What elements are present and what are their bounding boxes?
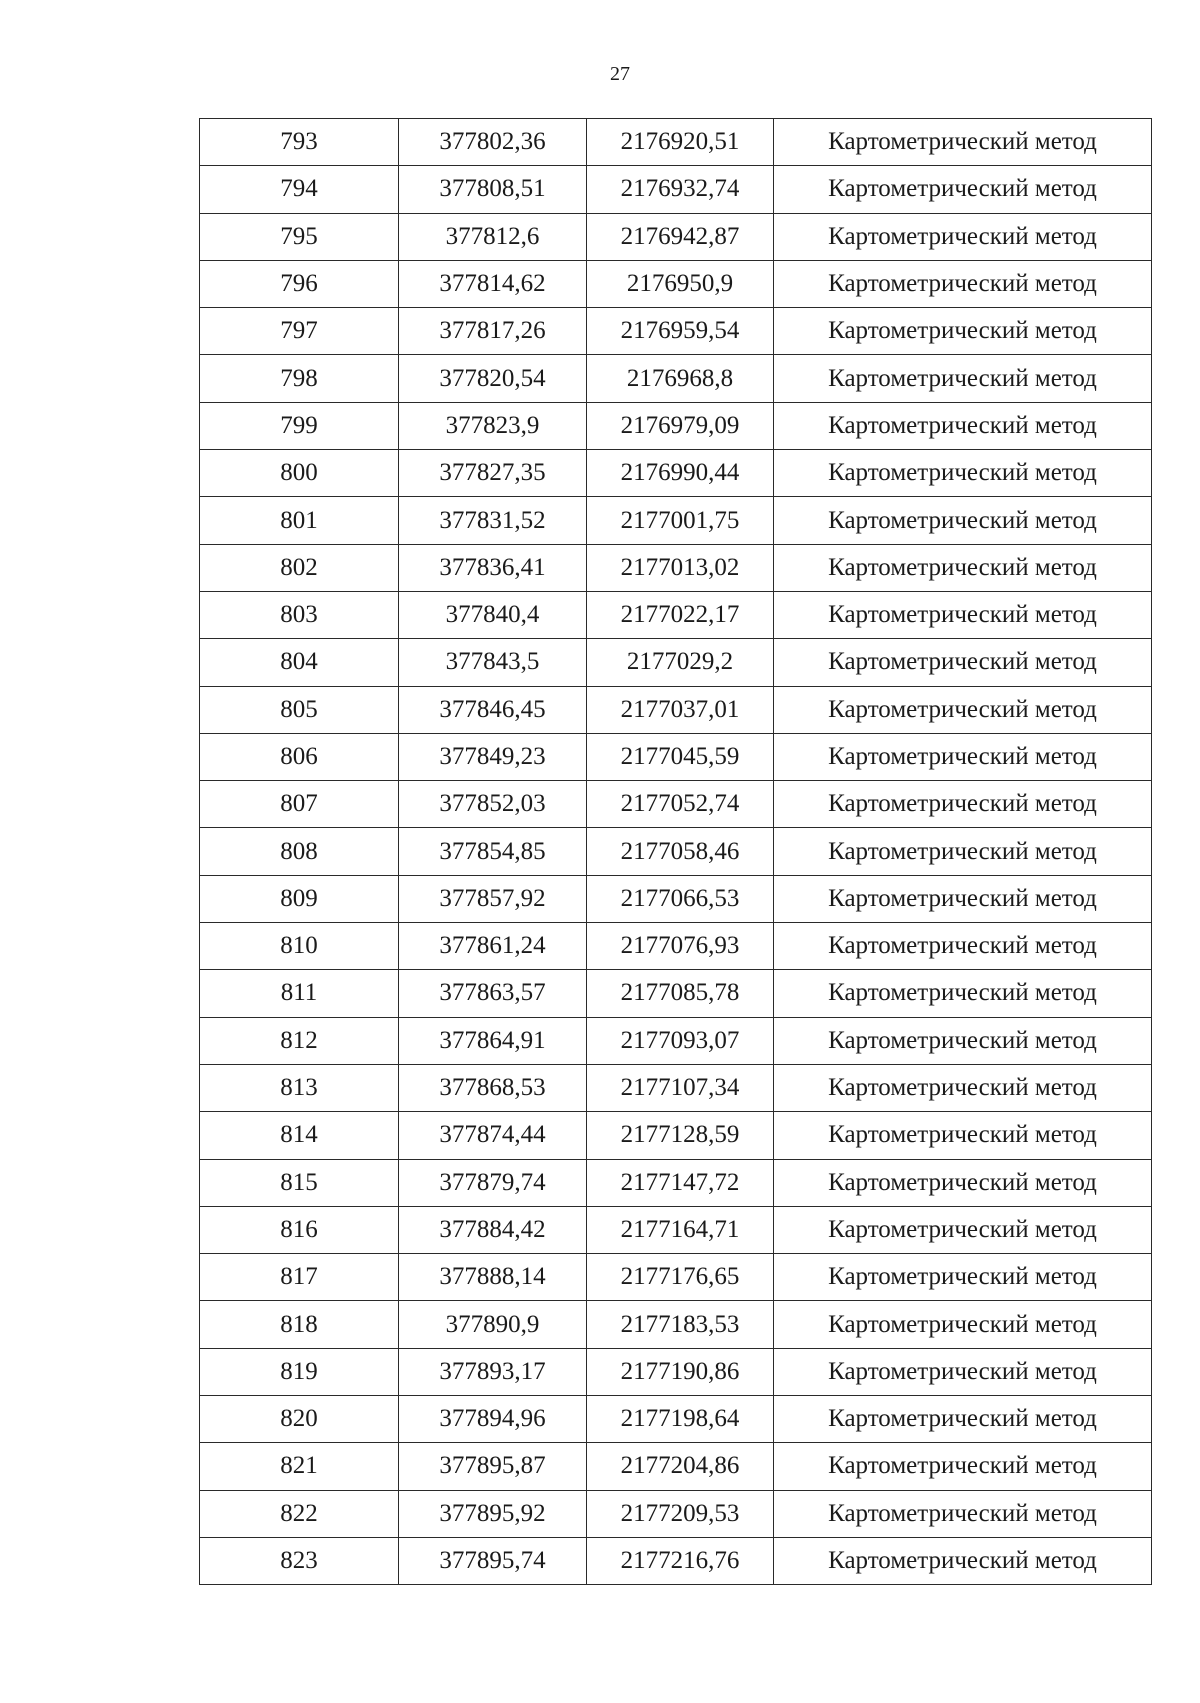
y-coordinate-cell: 2177198,64 (587, 1396, 774, 1443)
x-coordinate-cell: 377846,45 (399, 686, 587, 733)
x-coordinate-cell: 377840,4 (399, 591, 587, 638)
y-coordinate-cell: 2177209,53 (587, 1490, 774, 1537)
point-number-cell: 809 (200, 875, 399, 922)
y-coordinate-cell: 2177216,76 (587, 1537, 774, 1584)
point-number-cell: 808 (200, 828, 399, 875)
point-number-cell: 796 (200, 260, 399, 307)
method-cell: Картометрический метод (774, 1159, 1152, 1206)
y-coordinate-cell: 2177022,17 (587, 591, 774, 638)
method-cell: Картометрический метод (774, 1396, 1152, 1443)
point-number-cell: 799 (200, 402, 399, 449)
table-row (200, 828, 1152, 875)
x-coordinate-cell: 377888,14 (399, 1254, 587, 1301)
x-coordinate-cell: 377849,23 (399, 733, 587, 780)
method-cell: Картометрический метод (774, 1064, 1152, 1111)
table-row (200, 639, 1152, 686)
y-coordinate-cell: 2177093,07 (587, 1017, 774, 1064)
x-coordinate-cell: 377864,91 (399, 1017, 587, 1064)
method-cell: Картометрический метод (774, 1112, 1152, 1159)
x-coordinate-cell: 377874,44 (399, 1112, 587, 1159)
method-cell: Картометрический метод (774, 308, 1152, 355)
method-cell: Картометрический метод (774, 1537, 1152, 1584)
y-coordinate-cell: 2177176,65 (587, 1254, 774, 1301)
table-row (200, 213, 1152, 260)
table-row (200, 923, 1152, 970)
y-coordinate-cell: 2177128,59 (587, 1112, 774, 1159)
method-cell: Картометрический метод (774, 213, 1152, 260)
x-coordinate-cell: 377843,5 (399, 639, 587, 686)
coordinates-table-body (200, 119, 1152, 1585)
table-row (200, 308, 1152, 355)
method-cell: Картометрический метод (774, 1206, 1152, 1253)
point-number-cell: 806 (200, 733, 399, 780)
x-coordinate-cell: 377863,57 (399, 970, 587, 1017)
table-row (200, 1301, 1152, 1348)
method-cell: Картометрический метод (774, 875, 1152, 922)
y-coordinate-cell: 2177147,72 (587, 1159, 774, 1206)
point-number-cell: 803 (200, 591, 399, 638)
table-row (200, 1112, 1152, 1159)
x-coordinate-cell: 377895,74 (399, 1537, 587, 1584)
table-row (200, 970, 1152, 1017)
table-row (200, 1064, 1152, 1111)
point-number-cell: 794 (200, 166, 399, 213)
y-coordinate-cell: 2177001,75 (587, 497, 774, 544)
x-coordinate-cell: 377831,52 (399, 497, 587, 544)
method-cell: Картометрический метод (774, 686, 1152, 733)
y-coordinate-cell: 2176920,51 (587, 119, 774, 166)
point-number-cell: 793 (200, 119, 399, 166)
point-number-cell: 798 (200, 355, 399, 402)
x-coordinate-cell: 377893,17 (399, 1348, 587, 1395)
method-cell: Картометрический метод (774, 402, 1152, 449)
table-row (200, 450, 1152, 497)
table-row (200, 1490, 1152, 1537)
coordinates-table-container (199, 118, 1152, 1585)
y-coordinate-cell: 2177045,59 (587, 733, 774, 780)
table-row (200, 1159, 1152, 1206)
y-coordinate-cell: 2177085,78 (587, 970, 774, 1017)
table-row (200, 355, 1152, 402)
point-number-cell: 817 (200, 1254, 399, 1301)
y-coordinate-cell: 2177066,53 (587, 875, 774, 922)
table-row (200, 1254, 1152, 1301)
table-row (200, 591, 1152, 638)
point-number-cell: 818 (200, 1301, 399, 1348)
x-coordinate-cell: 377895,87 (399, 1443, 587, 1490)
method-cell: Картометрический метод (774, 544, 1152, 591)
point-number-cell: 814 (200, 1112, 399, 1159)
method-cell: Картометрический метод (774, 450, 1152, 497)
x-coordinate-cell: 377808,51 (399, 166, 587, 213)
point-number-cell: 822 (200, 1490, 399, 1537)
x-coordinate-cell: 377895,92 (399, 1490, 587, 1537)
table-row (200, 1443, 1152, 1490)
x-coordinate-cell: 377836,41 (399, 544, 587, 591)
table-row (200, 1206, 1152, 1253)
table-row (200, 166, 1152, 213)
y-coordinate-cell: 2176959,54 (587, 308, 774, 355)
y-coordinate-cell: 2176932,74 (587, 166, 774, 213)
method-cell: Картометрический метод (774, 1443, 1152, 1490)
x-coordinate-cell: 377817,26 (399, 308, 587, 355)
method-cell: Картометрический метод (774, 260, 1152, 307)
point-number-cell: 797 (200, 308, 399, 355)
y-coordinate-cell: 2177190,86 (587, 1348, 774, 1395)
method-cell: Картометрический метод (774, 591, 1152, 638)
point-number-cell: 813 (200, 1064, 399, 1111)
x-coordinate-cell: 377823,9 (399, 402, 587, 449)
x-coordinate-cell: 377802,36 (399, 119, 587, 166)
y-coordinate-cell: 2177076,93 (587, 923, 774, 970)
y-coordinate-cell: 2176990,44 (587, 450, 774, 497)
point-number-cell: 804 (200, 639, 399, 686)
y-coordinate-cell: 2177183,53 (587, 1301, 774, 1348)
method-cell: Картометрический метод (774, 1254, 1152, 1301)
point-number-cell: 802 (200, 544, 399, 591)
table-row (200, 402, 1152, 449)
method-cell: Картометрический метод (774, 355, 1152, 402)
point-number-cell: 815 (200, 1159, 399, 1206)
method-cell: Картометрический метод (774, 166, 1152, 213)
x-coordinate-cell: 377852,03 (399, 781, 587, 828)
y-coordinate-cell: 2177204,86 (587, 1443, 774, 1490)
x-coordinate-cell: 377812,6 (399, 213, 587, 260)
method-cell: Картометрический метод (774, 733, 1152, 780)
table-row (200, 686, 1152, 733)
point-number-cell: 807 (200, 781, 399, 828)
point-number-cell: 816 (200, 1206, 399, 1253)
table-row (200, 1396, 1152, 1443)
y-coordinate-cell: 2177037,01 (587, 686, 774, 733)
x-coordinate-cell: 377827,35 (399, 450, 587, 497)
method-cell: Картометрический метод (774, 119, 1152, 166)
table-row (200, 1348, 1152, 1395)
point-number-cell: 805 (200, 686, 399, 733)
y-coordinate-cell: 2176979,09 (587, 402, 774, 449)
table-row (200, 497, 1152, 544)
point-number-cell: 811 (200, 970, 399, 1017)
point-number-cell: 823 (200, 1537, 399, 1584)
x-coordinate-cell: 377879,74 (399, 1159, 587, 1206)
table-row (200, 875, 1152, 922)
point-number-cell: 800 (200, 450, 399, 497)
method-cell: Картометрический метод (774, 970, 1152, 1017)
y-coordinate-cell: 2177029,2 (587, 639, 774, 686)
y-coordinate-cell: 2177164,71 (587, 1206, 774, 1253)
point-number-cell: 820 (200, 1396, 399, 1443)
table-row (200, 119, 1152, 166)
x-coordinate-cell: 377884,42 (399, 1206, 587, 1253)
table-row (200, 781, 1152, 828)
table-row (200, 544, 1152, 591)
method-cell: Картометрический метод (774, 923, 1152, 970)
x-coordinate-cell: 377854,85 (399, 828, 587, 875)
x-coordinate-cell: 377894,96 (399, 1396, 587, 1443)
point-number-cell: 810 (200, 923, 399, 970)
page-number: 27 (610, 63, 630, 85)
point-number-cell: 821 (200, 1443, 399, 1490)
point-number-cell: 801 (200, 497, 399, 544)
y-coordinate-cell: 2177107,34 (587, 1064, 774, 1111)
point-number-cell: 812 (200, 1017, 399, 1064)
method-cell: Картометрический метод (774, 1490, 1152, 1537)
y-coordinate-cell: 2177058,46 (587, 828, 774, 875)
method-cell: Картометрический метод (774, 1301, 1152, 1348)
y-coordinate-cell: 2176968,8 (587, 355, 774, 402)
method-cell: Картометрический метод (774, 639, 1152, 686)
y-coordinate-cell: 2176950,9 (587, 260, 774, 307)
x-coordinate-cell: 377868,53 (399, 1064, 587, 1111)
table-row (200, 733, 1152, 780)
x-coordinate-cell: 377857,92 (399, 875, 587, 922)
point-number-cell: 819 (200, 1348, 399, 1395)
method-cell: Картометрический метод (774, 1348, 1152, 1395)
x-coordinate-cell: 377820,54 (399, 355, 587, 402)
table-row (200, 1537, 1152, 1584)
x-coordinate-cell: 377814,62 (399, 260, 587, 307)
y-coordinate-cell: 2177013,02 (587, 544, 774, 591)
y-coordinate-cell: 2176942,87 (587, 213, 774, 260)
table-row (200, 260, 1152, 307)
coordinates-table (199, 118, 1152, 1585)
method-cell: Картометрический метод (774, 828, 1152, 875)
y-coordinate-cell: 2177052,74 (587, 781, 774, 828)
x-coordinate-cell: 377890,9 (399, 1301, 587, 1348)
method-cell: Картометрический метод (774, 497, 1152, 544)
method-cell: Картометрический метод (774, 1017, 1152, 1064)
point-number-cell: 795 (200, 213, 399, 260)
x-coordinate-cell: 377861,24 (399, 923, 587, 970)
method-cell: Картометрический метод (774, 781, 1152, 828)
table-row (200, 1017, 1152, 1064)
